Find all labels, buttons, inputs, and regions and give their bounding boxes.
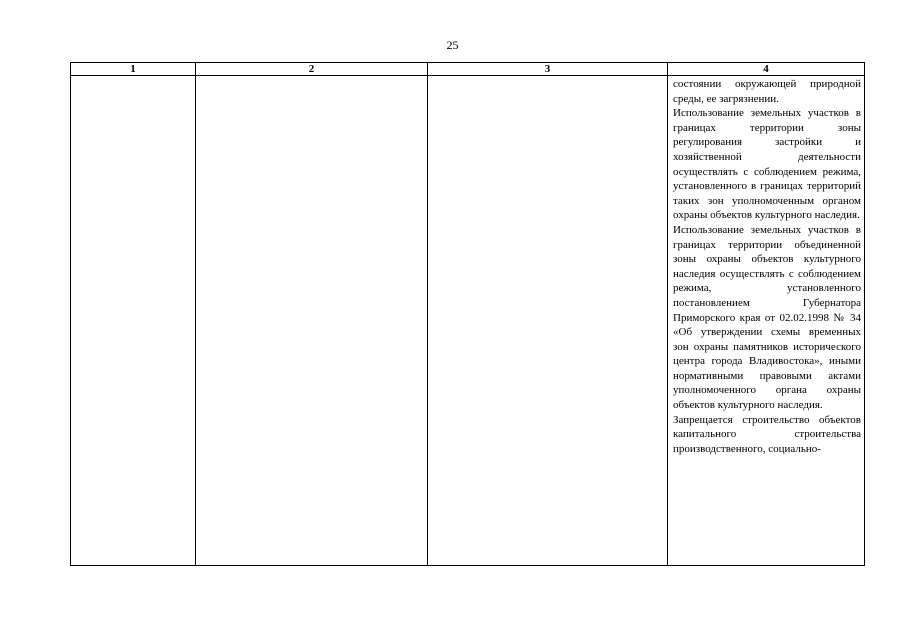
column-header-4: 4 [668,63,865,76]
column-4-text [668,76,864,456]
table-header-row [71,63,865,76]
paragraph-united-protection-zone: Использование земельных участков в границах территории объединенной зоны охраны объектов культурного наследия осуществлять с соблюдением режима, установленного постановлением Губернатора Приморского края от 02.02.1998 № 34 «Об утверждении схемы временных зон охраны памятников исторического центра города Владивостока», иными нормативными правовыми актами уполномоченного органа охраны объектов культурного наследия. [673,223,861,412]
document-table [70,62,865,566]
paragraph-regulation-zone: Использование земельных участков в границах территории зоны регулирования застройки и хозяйственной деятельности осуществлять с соблюдением режима, установленного в границах территорий таких зон уполномоченным органом охраны объектов культурного наследия. [673,107,861,222]
cell-column-2 [196,76,428,566]
paragraph-construction-prohibition: Запрещается строительство объектов капитального строительства производственного, социально- [673,413,861,455]
cell-column-3 [428,76,668,566]
column-header-3: 3 [428,63,668,76]
page-number: 25 [446,38,459,52]
column-header-2: 2 [196,63,428,76]
paragraph-environment-continuation: состоянии окружающей природной среды, ее загрязнении. [673,78,861,105]
cell-column-1 [71,76,196,566]
column-header-1: 1 [71,63,196,76]
table-row [71,76,865,566]
cell-column-4 [668,76,865,566]
